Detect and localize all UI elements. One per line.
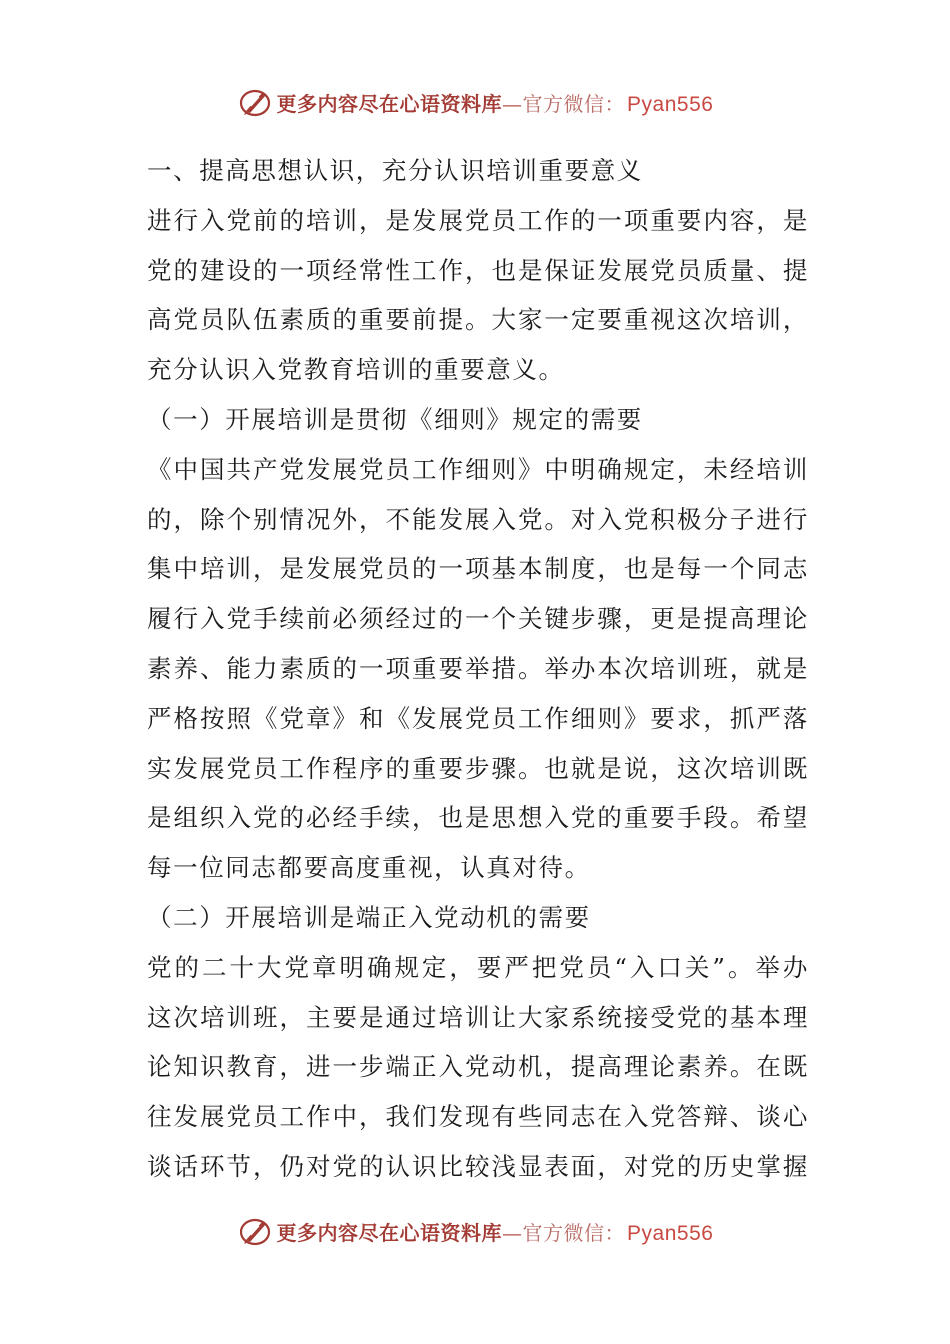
paragraph-line: 集中培训，是发展党员的一项基本制度，也是每一个同志 bbox=[147, 554, 809, 584]
section-heading: （二）开展培训是端正入党动机的需要 bbox=[147, 902, 591, 932]
watermark-text bbox=[277, 88, 714, 117]
paragraph-line: 党的建设的一项经常性工作，也是保证发展党员质量、提 bbox=[147, 255, 809, 285]
document-body bbox=[147, 146, 809, 1192]
paragraph-line: 《中国共产党发展党员工作细则》中明确规定，未经培训 bbox=[147, 454, 809, 484]
paragraph-line: 严格按照《党章》和《发展党员工作细则》要求，抓严落 bbox=[147, 703, 809, 733]
watermark-text bbox=[277, 1217, 714, 1246]
watermark-dash: — bbox=[502, 91, 523, 116]
watermark-wechat-id: Pyan556 bbox=[627, 1221, 714, 1245]
watermark-footer bbox=[0, 1211, 950, 1251]
paragraph-line: 高党员队伍素质的重要前提。大家一定要重视这次培训， bbox=[147, 305, 809, 335]
paragraph-line: 论知识教育，进一步端正入党动机，提高理论素养。在既 bbox=[147, 1052, 809, 1082]
paragraph-line: 这次培训班，主要是通过培训让大家系统接受党的基本理 bbox=[147, 1002, 809, 1032]
paragraph-line: 充分认识入党教育培训的重要意义。 bbox=[147, 355, 565, 385]
watermark-dash: — bbox=[502, 1220, 523, 1245]
paragraph-line: 的，除个别情况外，不能发展入党。对入党积极分子进行 bbox=[147, 504, 809, 534]
paragraph-line: 党的二十大党章明确规定，要严把党员“入口关”。举办 bbox=[147, 952, 809, 982]
watermark-header bbox=[0, 82, 950, 122]
paragraph-line: 是组织入党的必经手续，也是思想入党的重要手段。希望 bbox=[147, 803, 809, 833]
paragraph-line: 履行入党手续前必须经过的一个关键步骤，更是提高理论 bbox=[147, 604, 809, 634]
quill-logo-icon bbox=[237, 1213, 273, 1249]
quill-logo-icon bbox=[237, 84, 273, 120]
section-heading: （一）开展培训是贯彻《细则》规定的需要 bbox=[147, 404, 643, 434]
section-heading: 一、提高思想认识，充分认识培训重要意义 bbox=[147, 156, 643, 185]
paragraph-line: 素养、能力素质的一项重要举措。举办本次培训班，就是 bbox=[147, 653, 809, 683]
watermark-label: 更多内容尽在心语资料库 bbox=[276, 1220, 503, 1245]
paragraph-line: 谈话环节，仍对党的认识比较浅显表面，对党的历史掌握 bbox=[147, 1151, 809, 1181]
watermark-official: 官方微信： bbox=[522, 1220, 626, 1245]
watermark-wechat-id: Pyan556 bbox=[627, 92, 714, 116]
paragraph-line: 进行入党前的培训，是发展党员工作的一项重要内容，是 bbox=[147, 205, 809, 235]
paragraph-line: 实发展党员工作程序的重要步骤。也就是说，这次培训既 bbox=[147, 753, 809, 783]
watermark-official: 官方微信： bbox=[522, 91, 626, 116]
watermark-label: 更多内容尽在心语资料库 bbox=[276, 91, 503, 116]
paragraph-line: 往发展党员工作中，我们发现有些同志在入党答辩、谈心 bbox=[147, 1102, 809, 1132]
paragraph-line: 每一位同志都要高度重视，认真对待。 bbox=[147, 853, 591, 883]
